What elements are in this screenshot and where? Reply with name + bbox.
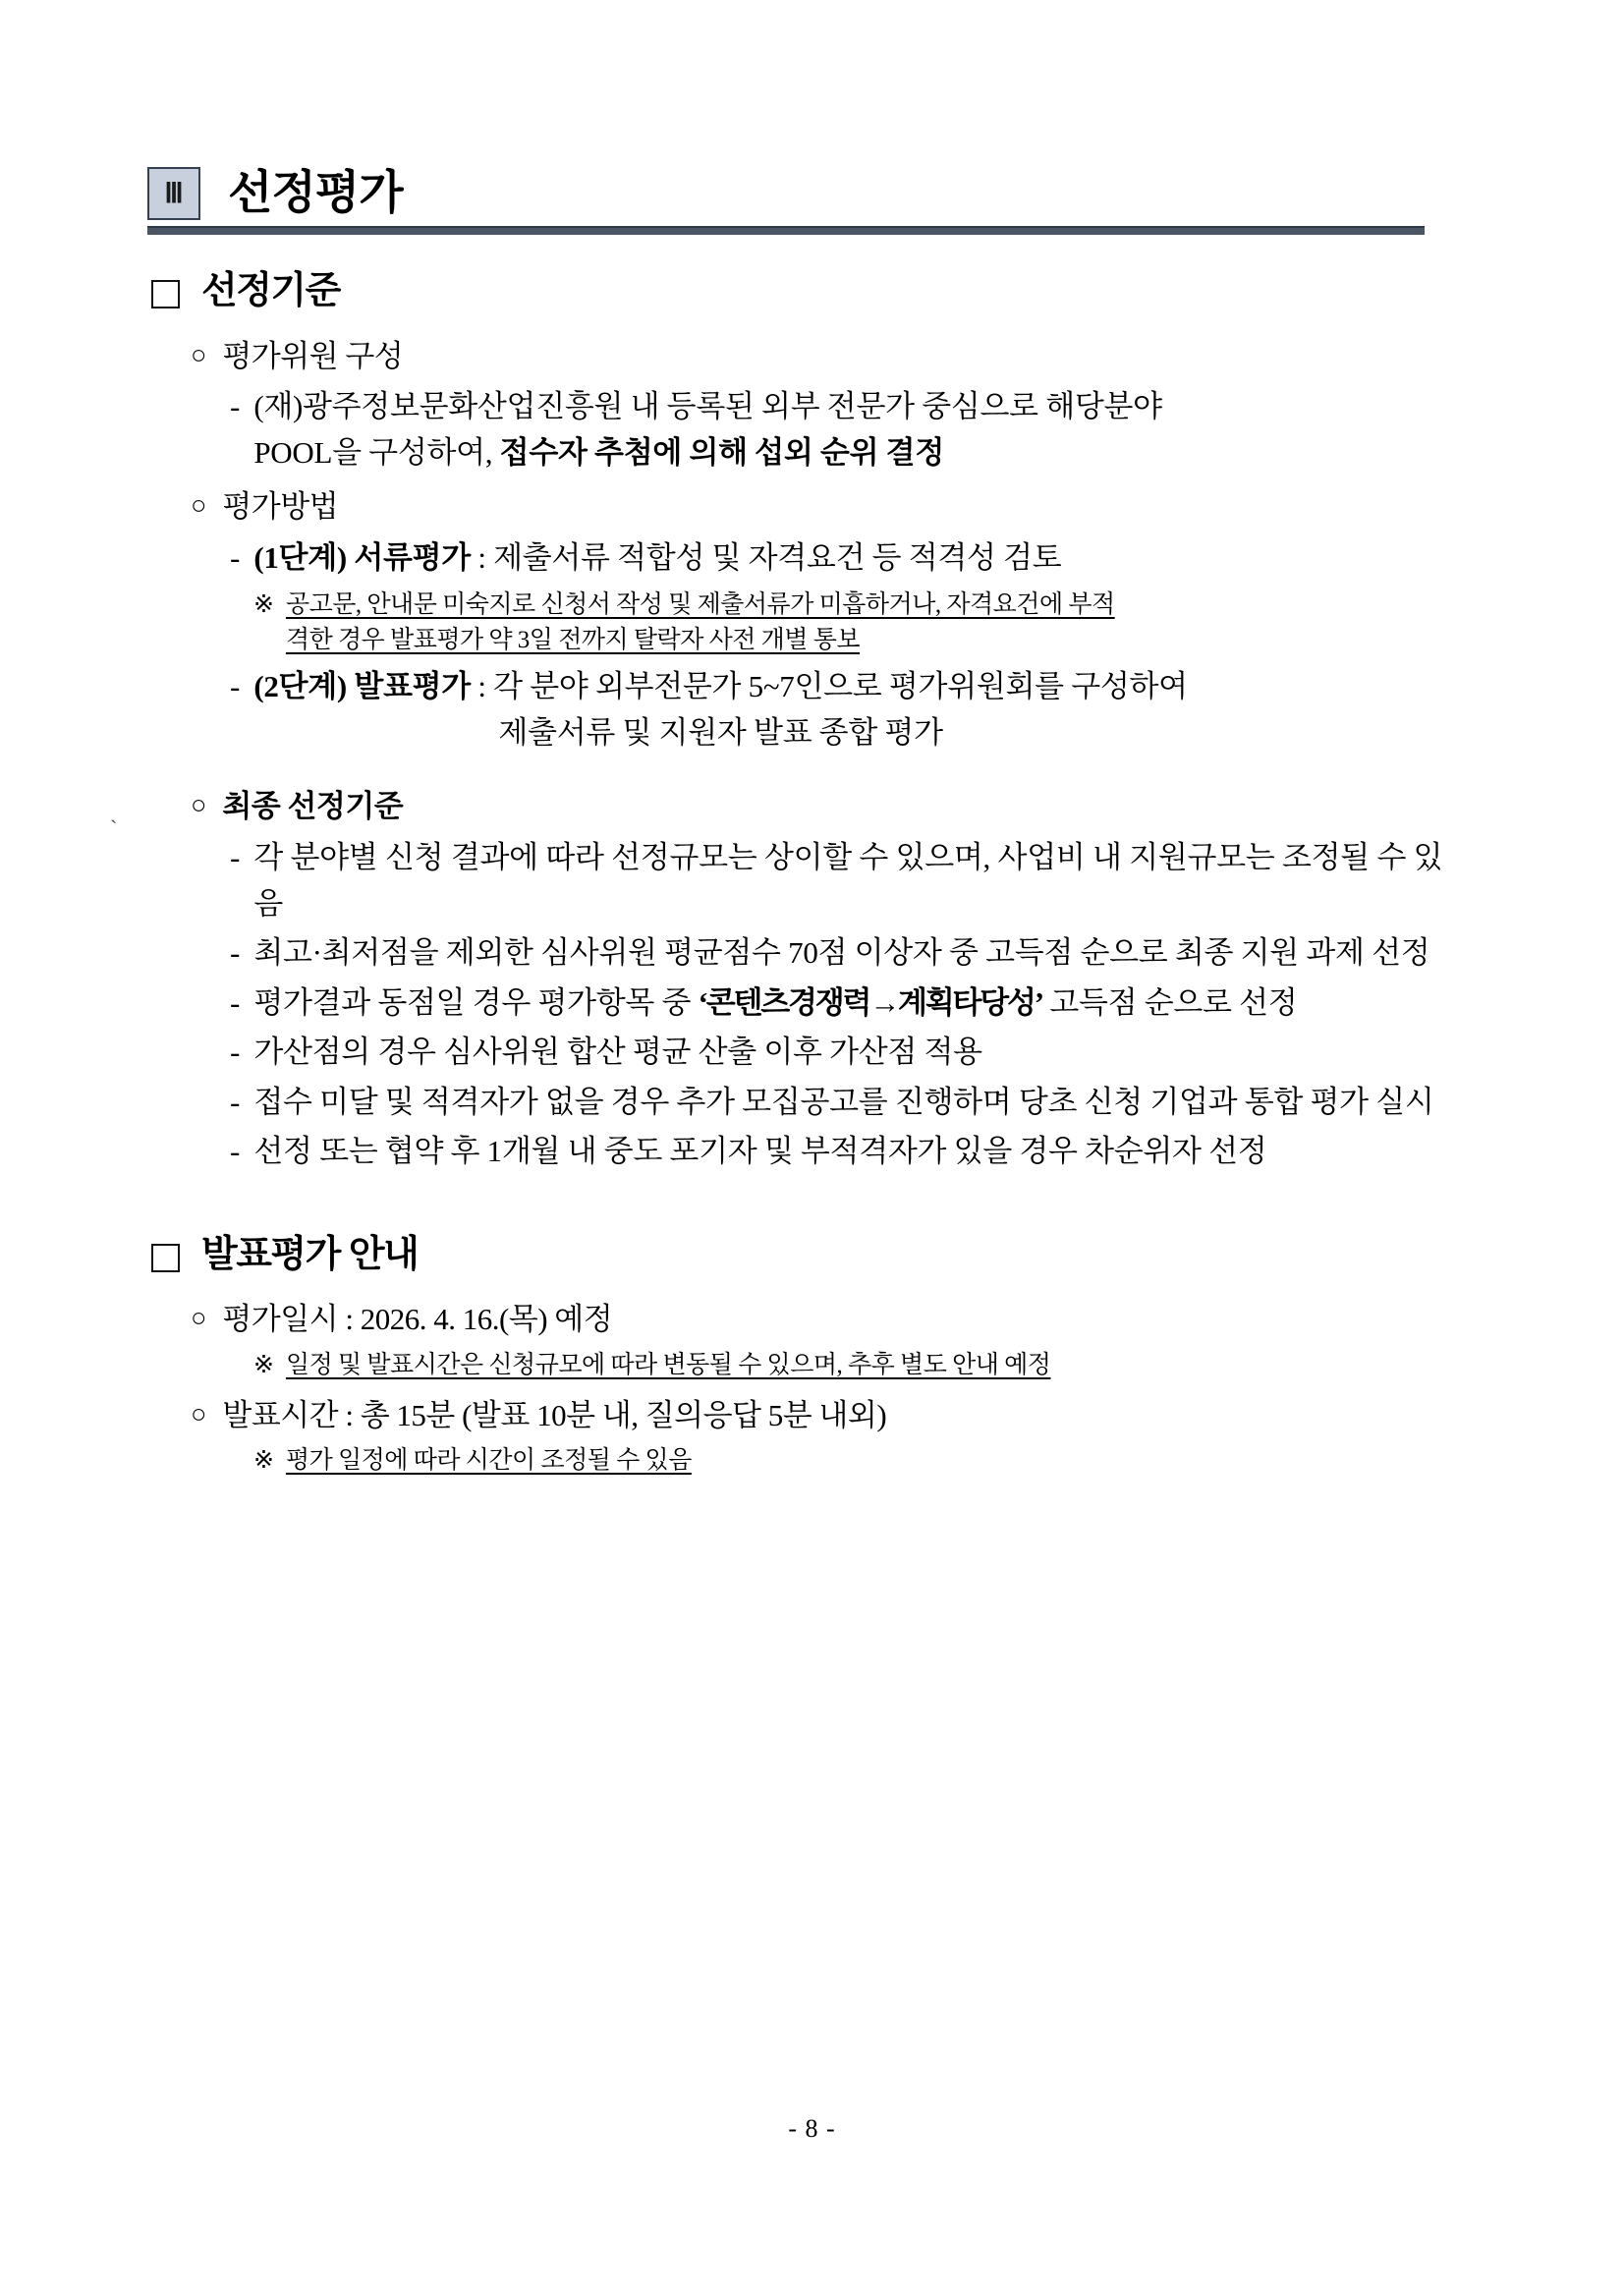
list-item bbox=[191, 1298, 1484, 1342]
text-plain: POOL을 구성하여, bbox=[253, 434, 500, 470]
dash-bullet-icon: - bbox=[230, 840, 241, 875]
list-item-label: 선정 또는 협약 후 1개월 내 중도 포기자 및 부적격자가 있을 경우 차순위자 선정 bbox=[253, 1134, 1267, 1169]
list-item-label: 최고·최저점을 제외한 심사위원 평균점수 70점 이상자 중 고득점 순으로 최종 지원 과제 선정 bbox=[253, 935, 1430, 971]
text-line-1: (재)광주정보문화산업진흥원 내 등록된 외부 전문가 중심으로 해당분야 bbox=[253, 389, 1162, 424]
chapter-title: 선정평가 bbox=[228, 165, 403, 218]
section-title: 발표평가 안내 bbox=[201, 1233, 419, 1275]
evaluation-priority: ‘콘텐츠경쟁력→계획타당성’ bbox=[698, 984, 1042, 1020]
chapter-heading bbox=[147, 167, 1484, 220]
circle-bullet-icon: ○ bbox=[191, 790, 207, 820]
list-item bbox=[230, 1030, 1484, 1076]
note-item bbox=[253, 1443, 1484, 1479]
circle-bullet-icon: ○ bbox=[191, 1303, 207, 1333]
section-heading-selection-criteria bbox=[151, 268, 1484, 315]
list-item-label: 평가방법 bbox=[222, 489, 339, 525]
note-item bbox=[253, 1348, 1484, 1383]
chapter-divider bbox=[147, 226, 1425, 235]
text-line-1 bbox=[253, 664, 1187, 710]
list-item bbox=[230, 1129, 1484, 1175]
page-content bbox=[147, 167, 1484, 1485]
note-text: 일정 및 발표시간은 신청규모에 따라 변동될 수 있으며, 추후 별도 안내 예정 bbox=[285, 1352, 1051, 1379]
list-item-label: 최종 선정기준 bbox=[222, 789, 404, 824]
list-item-label: 접수 미달 및 적격자가 없을 경우 추가 모집공고를 진행하며 당초 신청 기업과 통합 평가 실시 bbox=[253, 1084, 1434, 1119]
reference-mark-icon: ※ bbox=[253, 1352, 274, 1379]
list-item bbox=[191, 785, 1484, 829]
text-emphasis: 접수자 추첨에 의해 섭외 순위 결정 bbox=[499, 434, 944, 470]
list-item-label bbox=[253, 535, 1061, 582]
dash-bullet-icon: - bbox=[230, 984, 241, 1020]
list-item bbox=[230, 980, 1484, 1027]
list-item-label: 각 분야별 신청 결과에 따라 선정규모는 상이할 수 있으며, 사업비 내 지원규모는 조정될 수 있음 bbox=[253, 840, 1443, 921]
dash-bullet-icon: - bbox=[230, 935, 241, 971]
dash-bullet-icon: - bbox=[230, 1134, 241, 1169]
list-item-label: 평가일시 : 2026. 4. 16.(목) 예정 bbox=[222, 1302, 613, 1337]
square-bullet-icon bbox=[151, 280, 180, 308]
circle-bullet-icon: ○ bbox=[191, 339, 207, 369]
list-item bbox=[191, 335, 1484, 379]
note-text bbox=[286, 588, 1115, 659]
circle-bullet-icon: ○ bbox=[191, 1398, 207, 1428]
text-line-2 bbox=[253, 430, 1161, 476]
text-post: 고득점 순으로 선정 bbox=[1041, 984, 1298, 1020]
list-item bbox=[230, 930, 1484, 977]
list-item bbox=[191, 485, 1484, 530]
stage-description: : 제출서류 적합성 및 자격요건 등 적격성 검토 bbox=[470, 540, 1062, 576]
stray-pen-mark: ˋ bbox=[110, 815, 118, 840]
note-line-1: 공고문, 안내문 미숙지로 신청서 작성 및 제출서류가 미흡하거나, 자격요건에 부적 bbox=[285, 590, 1115, 618]
section-title: 선정기준 bbox=[201, 270, 340, 311]
list-item bbox=[191, 1394, 1484, 1438]
list-item-label: 평가위원 구성 bbox=[222, 338, 404, 373]
list-item bbox=[230, 1080, 1484, 1126]
list-item bbox=[230, 835, 1484, 926]
list-item-label: 발표시간 : 총 15분 (발표 10분 내, 질의응답 5분 내외) bbox=[222, 1397, 887, 1432]
list-item-label bbox=[253, 664, 1187, 756]
dash-bullet-icon: - bbox=[230, 389, 241, 424]
stage-description: : 각 분야 외부전문가 5~7인으로 평가위원회를 구성하여 bbox=[470, 669, 1188, 704]
dash-bullet-icon: - bbox=[230, 1035, 241, 1070]
reference-mark-icon: ※ bbox=[253, 590, 274, 618]
note-text: 평가 일정에 따라 시간이 조정될 수 있음 bbox=[285, 1447, 692, 1475]
dash-bullet-icon: - bbox=[230, 540, 241, 576]
stage-label: (1단계) 서류평가 bbox=[253, 540, 471, 576]
list-item-label bbox=[253, 980, 1297, 1027]
chapter-number-badge: Ⅲ bbox=[147, 167, 200, 220]
text-line-2: 제출서류 및 지원자 발표 종합 평가 bbox=[498, 714, 943, 750]
reference-mark-icon: ※ bbox=[253, 1447, 274, 1475]
section-heading-presentation-guide bbox=[151, 1232, 1484, 1279]
square-bullet-icon bbox=[151, 1244, 180, 1272]
circle-bullet-icon: ○ bbox=[191, 490, 207, 521]
list-item-label: 가산점의 경우 심사위원 합산 평균 산출 이후 가산점 적용 bbox=[253, 1035, 982, 1070]
list-item bbox=[230, 664, 1484, 756]
dash-bullet-icon: - bbox=[230, 1084, 241, 1119]
page-number: - 8 - bbox=[788, 2114, 836, 2143]
list-item bbox=[230, 535, 1484, 582]
list-item bbox=[230, 384, 1484, 476]
text-pre: 평가결과 동점일 경우 평가항목 중 bbox=[253, 984, 699, 1020]
dash-bullet-icon: - bbox=[230, 669, 241, 704]
list-item-label bbox=[253, 384, 1161, 476]
note-line-2: 격한 경우 발표평가 약 3일 전까지 탈락자 사전 개별 통보 bbox=[285, 627, 861, 654]
note-item bbox=[253, 588, 1484, 659]
stage-label: (2단계) 발표평가 bbox=[253, 669, 471, 704]
